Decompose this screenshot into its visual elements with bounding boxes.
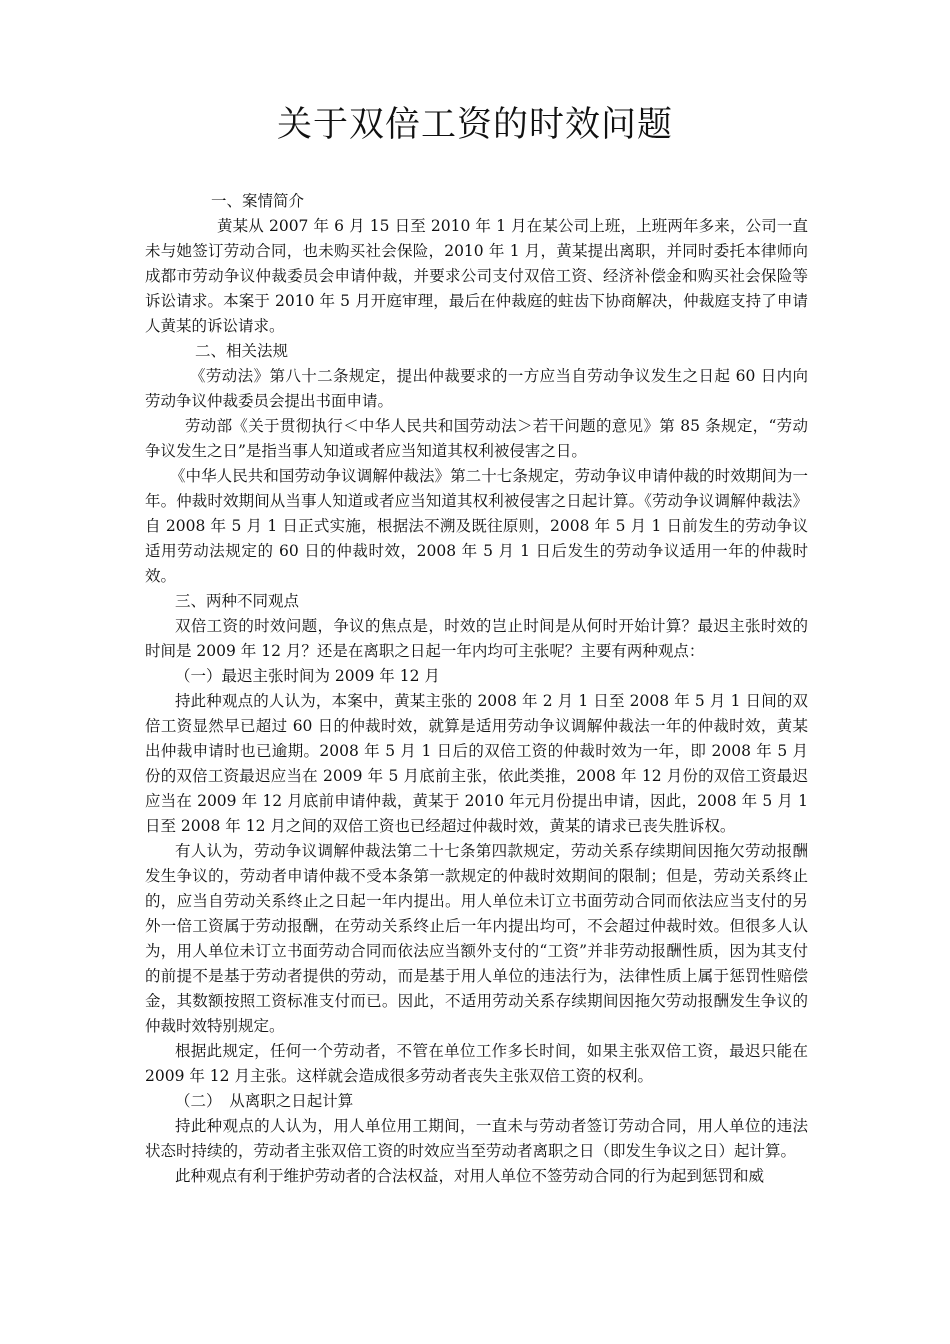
paragraph-ministry-opinion-article-85: 劳动部《关于贯彻执行＜中华人民共和国劳动法＞若干问题的意见》第 85 条规定，“劳动争议发生之日”是指当事人知道或者应当知道其权利被侵害之日。 — [145, 417, 808, 460]
paragraph-view-two-benefit: 此种观点有利于维护劳动者的合法权益，对用人单位不签劳动合同的行为起到惩罚和威 — [175, 1167, 765, 1185]
section-heading-two-views: 三、两种不同观点 — [175, 592, 300, 610]
paragraph-labor-law-article-82: 《劳动法》第八十二条规定，提出仲裁要求的一方应当自劳动争议发生之日起 60 日内向劳动争议仲裁委员会提出书面申请。 — [145, 367, 808, 410]
section-heading-related-regulations: 二、相关法规 — [195, 342, 289, 360]
paragraph-view-one-argument: 持此种观点的人认为，本案中，黄某主张的 2008 年 2 月 1 日至 2008 年 5 月 1 日间的双倍工资显然早已超过 60 日的仲裁时效，就算是适用劳动争议调解仲裁法一年的仲裁时效，黄某出仲裁申请时也已逾期。2008 年 5 月 1 日后的双倍工资的仲裁时效为一年，即 2008 年 5 月份的双倍工资最迟应当在 2009 年 5 月底前主张，依此类推，2008 年 12 月份的双倍工资最迟应当在 2009 年 12 月底前申请仲裁，黄某于 2010 年元月份提出申请，因此，2008 年 5 月 1 日至 2008 年 12 月之间的双倍工资也已经超过仲裁时效，黄某的请求已丧失胜诉权。 — [145, 692, 808, 835]
paragraph-view-one-consequence: 根据此规定，任何一个劳动者，不管在单位工作多长时间，如果主张双倍工资，最迟只能在 2009 年 12 月主张。这样就会造成很多劳动者丧失主张双倍工资的权利。 — [145, 1042, 808, 1085]
paragraph-case-summary: 黄某从 2007 年 6 月 15 日至 2010 年 1 月在某公司上班，上班两年多来，公司一直未与她签订劳动合同，也未购买社会保险，2010 年 1 月，黄某提出离职，并同时委托本律师向成都市劳动争议仲裁委员会申请仲裁，并要求公司支付双倍工资、经济补偿金和购买社会保险等诉讼请求。本案于 2010 年 5 月开庭审理，最后在仲裁庭的蛀齿下协商解决，仲裁庭支持了申请人黄某的诉讼请求。 — [145, 217, 808, 335]
section-heading-case-summary: 一、案情简介 — [211, 192, 305, 210]
paragraph-view-one-labor-remuneration: 有人认为，劳动争议调解仲裁法第二十七条第四款规定，劳动关系存续期间因拖欠劳动报酬发生争议的，劳动者申请仲裁不受本条第一款规定的仲裁时效期间的限制；但是，劳动关系终止的，应当自劳动关系终止之日起一年内提出。用人单位未订立书面劳动合同而依法应当支付的另外一倍工资属于劳动报酬，在劳动关系终止后一年内提出均可，不会超过仲裁时效。但很多人认为，用人单位未订立书面劳动合同而依法应当额外支付的“工资”并非劳动报酬性质，因为其支付的前提不是基于劳动者提供的劳动，而是基于用人单位的违法行为，法律性质上属于惩罚性赔偿金，其数额按照工资标准支付而已。因此，不适用劳动关系存续期间因拖欠劳动报酬发生争议的仲裁时效特别规定。 — [145, 842, 808, 1035]
paragraph-arbitration-law-article-27: 《中华人民共和国劳动争议调解仲裁法》第二十七条规定，劳动争议申请仲裁的时效期间为一年。仲裁时效期间从当事人知道或者应当知道其权利被侵害之日起计算。《劳动争议调解仲裁法》自 2008 年 5 月 1 日正式实施，根据法不溯及既往原则，2008 年 5 月 1 日前发生的劳动争议适用劳动法规定的 60 日的仲裁时效，2008 年 5 月 1 日后发生的劳动争议适用一年的仲裁时效。 — [145, 467, 808, 585]
paragraph-view-two-argument: 持此种观点的人认为，用人单位用工期间，一直未与劳动者签订劳动合同，用人单位的违法状态时持续的，劳动者主张双倍工资的时效应当至劳动者离职之日（即发生争议之日）起计算。 — [145, 1117, 808, 1160]
subheading-view-two: （二） 从离职之日起计算 — [175, 1092, 354, 1110]
subheading-view-one: （一）最迟主张时间为 2009 年 12 月 — [175, 667, 440, 685]
paragraph-dispute-focus: 双倍工资的时效问题，争议的焦点是，时效的岂止时间是从何时开始计算？最迟主张时效的时间是 2009 年 12 月？还是在离职之日起一年内均可主张呢？主要有两种观点： — [145, 617, 808, 660]
document-title: 关于双倍工资的时效问题 — [276, 105, 673, 145]
document-body — [145, 189, 808, 1189]
